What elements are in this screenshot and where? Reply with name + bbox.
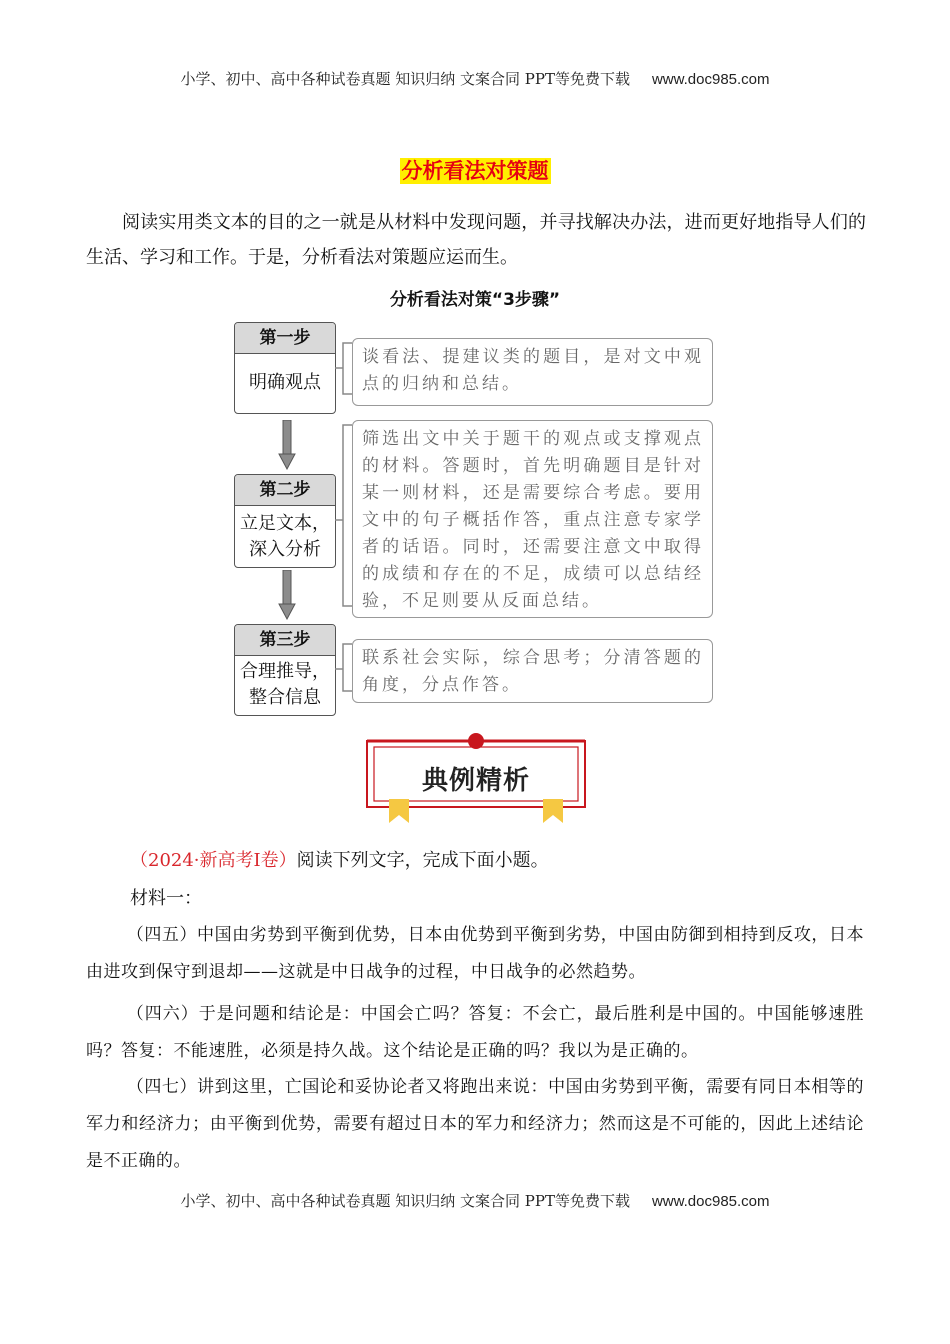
step-2-body: 立足文本，深入分析 [240, 513, 330, 560]
example-intro [130, 847, 549, 875]
step-3-box [234, 624, 336, 716]
step-1-note: 谈看法、提建议类的题目，是对文中观点的归纳和总结。 [352, 338, 713, 406]
example-banner-title: 典例精析 [421, 766, 530, 796]
step-3-body: 合理推导，整合信息 [240, 661, 330, 708]
step-2-head: 第二步 [235, 475, 335, 506]
page-footer [0, 1190, 950, 1211]
step-1-head: 第一步 [235, 323, 335, 354]
footer-url[interactable]: www.doc985.com [651, 1193, 770, 1210]
material-paragraph: （四六）于是问题和结论是：中国会亡吗？答复：不会亡，最后胜利是中国的。中国能够速胜吗？答复：不能速胜，必须是持久战。这个结论是正确的吗？我以为是正确的。 [86, 1004, 864, 1061]
material-paragraph: （四七）讲到这里，亡国论和妥协论者又将跑出来说：中国由劣势到平衡，需要有同日本相等的军力和经济力；由平衡到优势，需要有超过日本的军力和经济力；然而这是不可能的，因此上述结论是不正确的。 [86, 1077, 864, 1171]
step-3-head: 第三步 [235, 625, 335, 656]
material-paragraph: （四五）中国由劣势到平衡到优势，日本由优势到平衡到劣势，中国由防御到相持到反攻，日本由进攻到保守到退却——这就是中日战争的过程，中日战争的必然趋势。 [86, 925, 864, 982]
page-title [0, 155, 950, 185]
page-header [0, 68, 950, 89]
header-url[interactable]: www.doc985.com [651, 71, 770, 88]
down-arrow-icon [278, 420, 296, 470]
down-arrow-icon [278, 570, 296, 620]
step-2-note: 筛选出文中关于题干的观点或支撑观点的材料。答题时，首先明确题目是针对某一则材料，还是需要综合考虑。要用文中的句子概括作答，重点注意专家学者的话语。同时，还需要注意文中取得的成绩和存在的不足，成绩可以总结经验，不足则要从反面总结。 [352, 420, 713, 618]
step-1-body: 明确观点 [249, 372, 321, 393]
example-source: （2024·新高考Ⅰ卷） [130, 850, 297, 871]
connector-line [335, 420, 353, 610]
footer-text: 小学、初中、高中各种试卷真题 知识归纳 文案合同 PPT等免费下载 [180, 1192, 630, 1210]
example-instruction: 阅读下列文字，完成下面小题。 [296, 850, 549, 871]
diagram-title: 分析看法对策“3步骤” [389, 290, 561, 310]
step-1-box [234, 322, 336, 414]
intro-paragraph: 阅读实用类文本的目的之一就是从材料中发现问题，并寻找解决办法，进而更好地指导人们的生活、学习和工作。于是，分析看法对策题应运而生。 [86, 212, 866, 268]
connector-line [335, 338, 353, 428]
header-text: 小学、初中、高中各种试卷真题 知识归纳 文案合同 PPT等免费下载 [180, 70, 630, 88]
step-3-note: 联系社会实际，综合思考；分清答题的角度，分点作答。 [352, 639, 713, 703]
page-title-text: 分析看法对策题 [401, 159, 549, 183]
material-label: 材料一： [130, 888, 202, 909]
step-2-box [234, 474, 336, 568]
connector-line [335, 639, 353, 699]
